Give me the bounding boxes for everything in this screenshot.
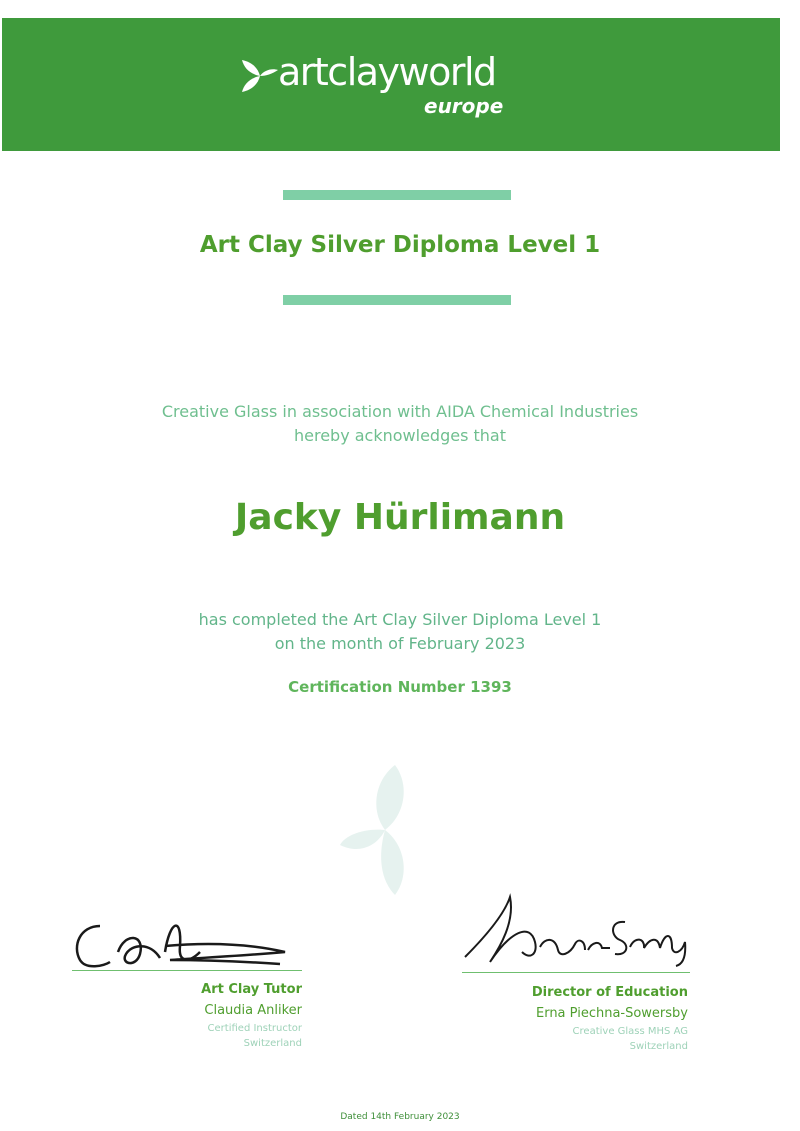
tutor-signatory xyxy=(201,979,302,1051)
director-signatory xyxy=(532,982,688,1054)
artclayworld-logo xyxy=(240,50,530,128)
director-location: Switzerland xyxy=(629,1041,688,1052)
director-name: Erna Piechna-Sowersby xyxy=(535,1006,688,1021)
recipient-name: Jacky Hürlimann xyxy=(234,497,566,538)
diploma-title: Art Clay Silver Diploma Level 1 xyxy=(199,232,601,258)
dated-footer: Dated 14th February 2023 xyxy=(340,1112,460,1122)
leaf-logo-icon xyxy=(240,56,280,96)
tutor-signature xyxy=(70,912,300,974)
director-signature xyxy=(460,892,695,972)
tutor-signature-line xyxy=(72,970,302,971)
tutor-title: Certified Instructor xyxy=(207,1023,302,1034)
certification-number: Certification Number 1393 xyxy=(288,678,512,696)
completed-line-1: has completed the Art Clay Silver Diploma Level 1 xyxy=(198,610,602,629)
tutor-location: Switzerland xyxy=(243,1038,302,1049)
title-rule-top xyxy=(283,190,511,200)
logo-subtitle: europe xyxy=(424,94,504,118)
title-rule-bottom xyxy=(283,295,511,305)
director-signature-line xyxy=(462,972,690,973)
director-role: Director of Education xyxy=(531,985,688,1000)
tutor-role: Art Clay Tutor xyxy=(201,982,302,997)
leaf-watermark-icon xyxy=(330,760,440,900)
completed-line-2: on the month of February 2023 xyxy=(274,634,526,653)
logo-wordmark: artclayworld xyxy=(278,50,496,94)
intro-line-2: hereby acknowledges that xyxy=(293,426,506,445)
director-title: Creative Glass MHS AG xyxy=(572,1026,688,1037)
tutor-name: Claudia Anliker xyxy=(204,1003,302,1018)
intro-line-1: Creative Glass in association with AIDA Chemical Industries xyxy=(161,402,639,421)
